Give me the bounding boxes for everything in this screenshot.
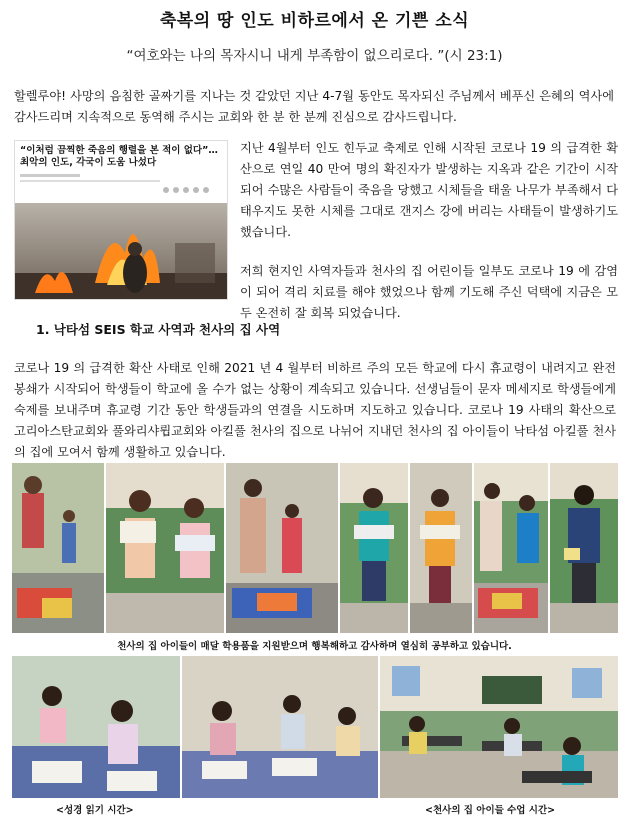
photo-classroom <box>380 656 618 798</box>
intro-paragraph: 할렐루야! 사망의 음침한 골짜기를 지나는 것 같았던 지난 4-7월 동안도 목자되신 주님께서 베푸신 은혜의 역사에 감사드리며 지속적으로 동역해 주시는 교회와 한 분 한 분께 진심으로 감사드립니다. <box>14 89 614 124</box>
covid-situation-text <box>240 138 618 342</box>
cremation-fire-photo <box>15 203 227 299</box>
photo-supplies-3 <box>226 463 338 633</box>
photo-supplies-7 <box>550 463 618 633</box>
photo-supplies-2 <box>106 463 224 633</box>
side-paragraph-1: 지난 4월부터 인도 힌두교 축제로 인해 시작된 코로나 19 의 급격한 확산으로 연일 40 만여 명의 확진자가 발생하는 지옥과 같은 기간이 시작되어 수많은 사람들이 죽음을 당했고 시체들을 태울 나무가 부족해서 다 태우지도 못한 시체를 그대로 갠지스 강에 버리는 사태들이 발생하기도 했습니다. <box>240 141 618 239</box>
photo-supplies-4 <box>340 463 408 633</box>
page-title: 축복의 땅 인도 비하르에서 온 기쁜 소식 <box>159 11 470 31</box>
school-ministry-paragraph: 코로나 19 의 급격한 확산 사태로 인해 2021 년 4 월부터 비하르 주의 모든 학교에 다시 휴교령이 내려지고 완전 봉쇄가 시작되어 학생들이 학교에 올 수가 없는 상황이 계속되고 있습니다. 선생님들이 문자 메세지로 학생들에게 숙제를 보내주며 휴교령 기간 동안 학생들과의 연결을 시도하며 지도하고 있습니다. 코로나 19 사태의 확산으로 고리아스탄교회와 풀와리샤륍교회와 아킬풀 천사의 집으로 나뉘어 지내던 천사의 집 아이들이 낙타섬 아킬풀 천사의 집에 모여서 함께 생활하고 있습니다. <box>14 361 616 459</box>
side-paragraph-2: 저희 현지인 사역자들과 천사의 집 어린이들 일부도 코로나 19 에 감염이 되어 격리 치료를 해야 했었으나 함께 기도해 주신 덕택에 지금은 모두 온전히 잘 회복 되었습니다. <box>240 264 618 320</box>
news-clipping <box>14 140 228 300</box>
photo-bible-reading-2 <box>182 656 378 798</box>
bible-reading-caption: <성경 읽기 시간> <box>56 805 134 816</box>
supplies-photo-collage <box>12 463 618 633</box>
share-icons <box>161 185 221 195</box>
classroom-caption: <천사의 집 아이들 수업 시간> <box>425 805 556 816</box>
photo-supplies-6 <box>474 463 548 633</box>
study-photo-collage <box>12 656 618 798</box>
photo-bible-reading-1 <box>12 656 180 798</box>
supplies-caption: 천사의 집 아이들이 매달 학용품을 지원받으며 행복해하고 감사하며 열심히 공부하고 있습니다. <box>117 641 512 652</box>
photo-supplies-1 <box>12 463 104 633</box>
photo-supplies-5 <box>410 463 472 633</box>
news-headline: “이처럼 끔찍한 죽음의 행렬을 본 적이 없다”…최악의 인도, 각국이 도움 나섰다 <box>20 145 218 168</box>
bible-verse: “여호와는 나의 목자시니 내게 부족함이 없으리로다. ”(시 23:1) <box>126 48 503 64</box>
section-heading: 1. 낙타섬 SEIS 학교 사역과 천사의 집 사역 <box>36 322 281 337</box>
